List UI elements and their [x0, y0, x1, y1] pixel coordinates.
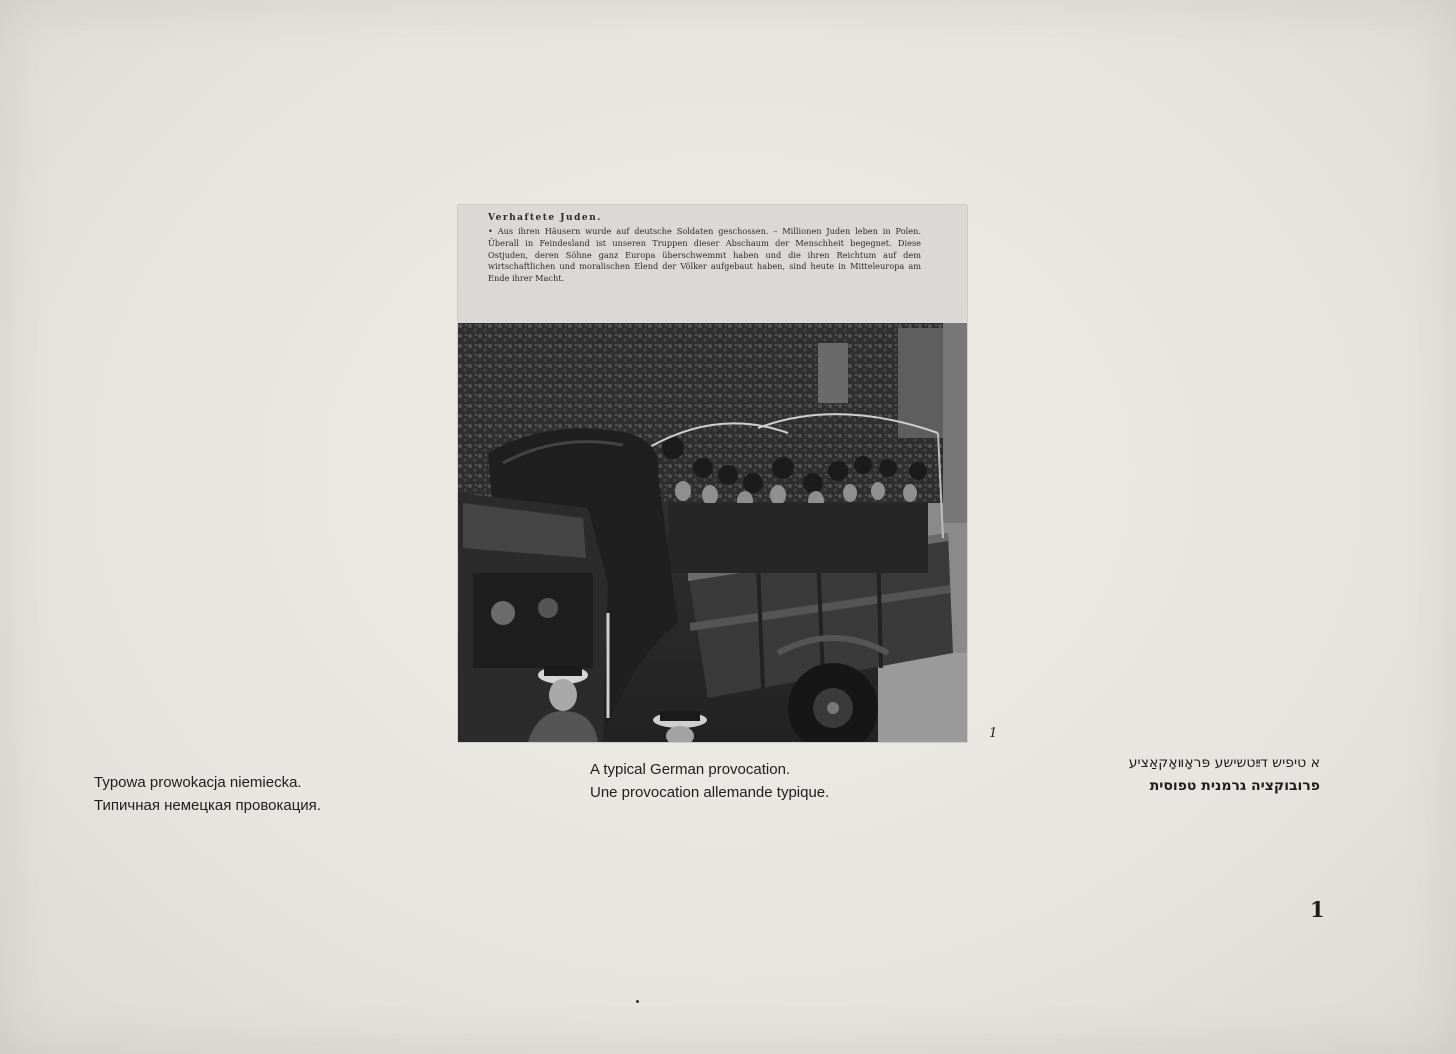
caption-right	[1129, 752, 1320, 798]
caption-hebrew: פרובוקציה גרמנית טפוסית	[1149, 778, 1320, 794]
paper-speck	[636, 1000, 639, 1003]
archival-photograph	[458, 205, 967, 742]
caption-english: A typical German provocation.	[590, 761, 791, 778]
caption-yiddish: א טיפיש דײַטשישע פּראָװאָקאַציע	[1128, 755, 1320, 771]
caption-polish: Typowa prowokacja niemiecka.	[94, 774, 302, 791]
caption-center	[590, 758, 829, 804]
truck-photo-scene	[458, 323, 967, 742]
caption-french: Une provocation allemande typique.	[590, 784, 830, 801]
clipping-body: • Aus ihren Häusern wurde auf deutsche Soldaten geschossen. – Millionen Juden leben in Polen. Überall in Feindesland ist unseren Truppen dieser Abschaum der Menschheit begegnet. Diese Ostjuden, deren Söhne ganz Europa überschwemmt haben und die ihren Reichtum auf dem wirtschaftlichen und moralischen Elend der Völker aufgebaut haben, sind heute in Mitteleuropa am Ende ihrer Macht.	[488, 226, 921, 284]
page-number: 1	[1310, 897, 1325, 922]
plate-number: 1	[989, 726, 998, 741]
newspaper-clipping	[458, 205, 967, 323]
caption-left	[94, 771, 321, 817]
caption-russian: Типичная немецкая провокация.	[94, 797, 321, 814]
clipping-heading: Verhaftete Juden.	[488, 213, 602, 223]
